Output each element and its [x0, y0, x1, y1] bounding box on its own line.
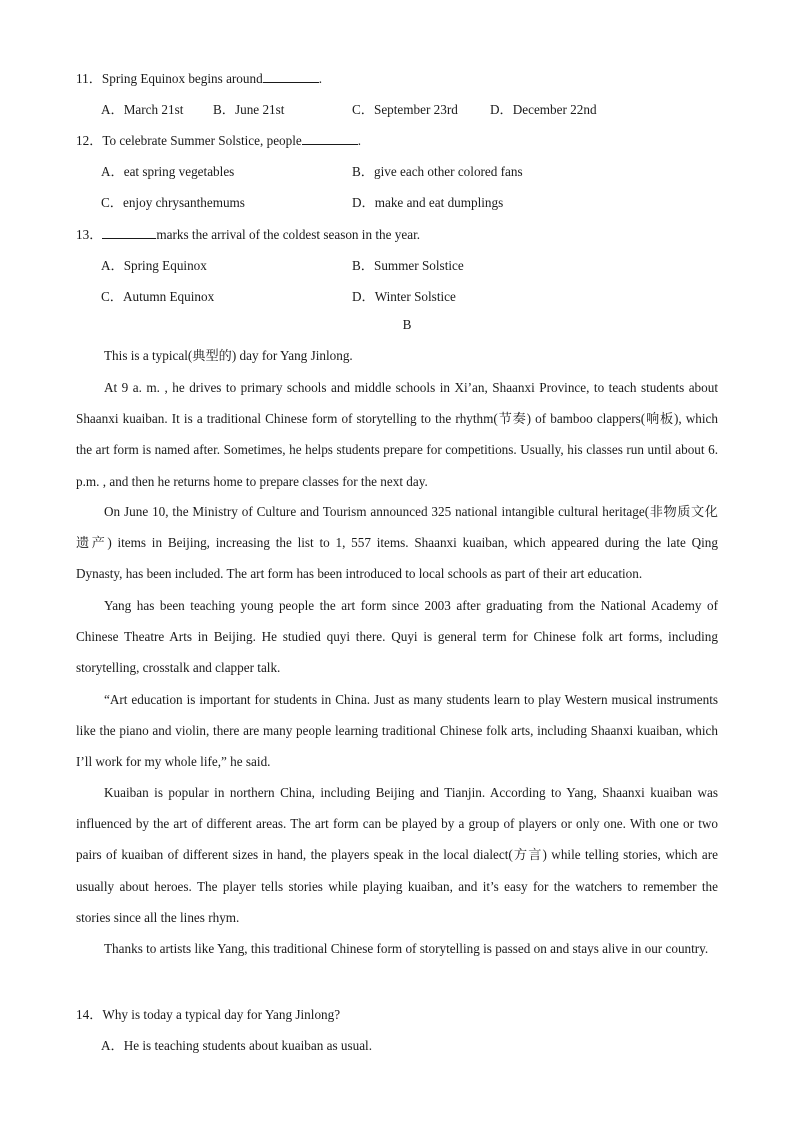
question-11-option-d: D．December 22nd: [490, 102, 597, 117]
question-13-option-d: D．Winter Solstice: [352, 289, 456, 304]
section-heading-b: B: [402, 317, 412, 332]
question-12-stem: [76, 130, 718, 149]
question-12-text: 12．To celebrate Summer Solstice, people: [76, 133, 302, 148]
question-11-option-c: C．September 23rd: [352, 102, 458, 117]
question-14-stem: 14．Why is today a typical day for Yang Jinlong?: [76, 1007, 341, 1022]
question-14-option-a: A．He is teaching students about kuaiban as usual.: [101, 1038, 373, 1053]
passage-paragraph-1: This is a typical(典型的) day for Yang Jinlong.: [104, 348, 353, 363]
question-13-option-c: C．Autumn Equinox: [101, 289, 215, 304]
question-11-option-a: A．March 21st: [101, 102, 184, 117]
question-13-option-b: B．Summer Solstice: [352, 258, 464, 273]
question-12-end: .: [357, 133, 362, 148]
answer-blank: [263, 70, 319, 83]
question-11-end: .: [318, 71, 322, 86]
passage-paragraph-2: At 9 a. m. , he drives to primary schools and middle schools in Xi’an, Shaanxi Province, to teach students about Shaanxi kuaiban. It is a traditional Chinese form of storytelling to the rhythm(节奏) of bamboo clappers(响板), which the art form is named after. Sometimes, he helps students prepare for competitions. Usually, his classes run until about 6. p.m. , and then he returns home to prepare classes for the next day.: [76, 380, 718, 489]
question-13-option-a: A．Spring Equinox: [101, 258, 207, 273]
question-12-option-d: D．make and eat dumplings: [352, 195, 504, 210]
question-12-option-b: B．give each other colored fans: [352, 164, 523, 179]
question-11-stem: [76, 68, 718, 87]
question-11-option-b: B．June 21st: [213, 102, 285, 117]
question-12-option-c: C．enjoy chrysanthemums: [101, 195, 245, 210]
question-11-text: 11．Spring Equinox begins around: [76, 71, 263, 86]
passage-paragraph-5: “Art education is important for students in China. Just as many students learn to play Western musical instruments like the piano and violin, there are many people learning traditional Chinese folk arts, including Shaanxi kuaiban, which I’ll work for my whole life,” he said.: [76, 692, 718, 770]
answer-blank: [102, 226, 156, 239]
question-13-stem: [76, 224, 718, 243]
passage-paragraph-4: Yang has been teaching young people the art form since 2003 after graduating from the National Academy of Chinese Theatre Arts in Beijing. He studied quyi there. Quyi is general term for Chinese folk art forms, including storytelling, crosstalk and clapper talk.: [76, 598, 718, 676]
question-12-option-a: A．eat spring vegetables: [101, 164, 235, 179]
passage-paragraph-7: Thanks to artists like Yang, this traditional Chinese form of storytelling is passed on and stays alive in our country.: [104, 941, 709, 956]
answer-blank: [302, 132, 358, 145]
passage-paragraph-6: Kuaiban is popular in northern China, including Beijing and Tianjin. According to Yang, Shaanxi kuaiban was influenced by the art of different areas. The art form can be played by a group of players or only one. With one or two pairs of kuaiban of different sizes in hand, the players speak in the local dialect(方言) while telling stories, which are usually about heroes. The player tells stories while playing kuaiban, and it’s easy for the watchers to remember the stories since all the lines rhym.: [76, 785, 718, 925]
question-13-text: marks the arrival of the coldest season in the year.: [156, 227, 421, 242]
passage-paragraph-3: On June 10, the Ministry of Culture and Tourism announced 325 national intangible cultural heritage(非物质文化遗产) items in Beijing, increasing the list to 1, 557 items. Shaanxi kuaiban, which appeared during the late Qing Dynasty, has been included. The art form has been introduced to local schools as part of their art education.: [76, 504, 718, 582]
question-13-number: 13．: [76, 227, 103, 242]
